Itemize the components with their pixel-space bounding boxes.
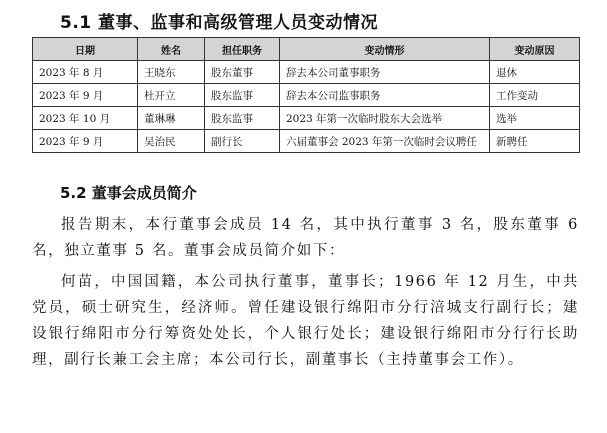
cell-change: 辞去本公司董事职务 <box>280 61 490 84</box>
cell-name: 杜开立 <box>138 84 205 107</box>
header-date: 日期 <box>33 38 138 61</box>
cell-date: 2023 年 9 月 <box>33 130 138 153</box>
cell-position: 股东董事 <box>205 61 280 84</box>
chairman-bio-paragraph: 何苗，中国国籍，本公司执行董事，董事长；1966 年 12 月生，中共党员，硕士研究生，经济师。曾任建设银行绵阳市分行涪城支行副行长；建设银行绵阳市分行筹资处处长，个人银行处长；建设银行绵阳市分行行长助理，副行长兼工会主席；本公司行长，副董事长（主持董事会工作）。 <box>32 274 579 368</box>
header-name: 姓名 <box>138 38 205 61</box>
cell-position: 股东监事 <box>205 107 280 130</box>
board-summary-paragraph: 报告期末，本行董事会成员 14 名，其中执行董事 3 名，股东董事 6 名，独立董事 5 名。董事会成员简介如下： <box>32 217 579 259</box>
cell-change: 六届董事会 2023 年第一次临时会议聘任 <box>280 130 490 153</box>
cell-name: 吴治民 <box>138 130 205 153</box>
cell-change: 2023 年第一次临时股东大会选举 <box>280 107 490 130</box>
cell-reason: 工作变动 <box>490 84 580 107</box>
cell-name: 董琳琳 <box>138 107 205 130</box>
section-5-2-title: 5.2 董事会成员简介 <box>60 184 197 202</box>
cell-position: 副行长 <box>205 130 280 153</box>
cell-reason: 选举 <box>490 107 580 130</box>
table-row <box>33 130 580 153</box>
header-change: 变动情形 <box>280 38 490 61</box>
cell-date: 2023 年 9 月 <box>33 84 138 107</box>
table-header-row <box>33 38 580 61</box>
cell-reason: 退休 <box>490 61 580 84</box>
table-row <box>33 61 580 84</box>
table-row <box>33 84 580 107</box>
cell-date: 2023 年 8 月 <box>33 61 138 84</box>
cell-position: 股东监事 <box>205 84 280 107</box>
personnel-change-table <box>32 37 580 153</box>
cell-reason: 新聘任 <box>490 130 580 153</box>
table-row <box>33 107 580 130</box>
cell-date: 2023 年 10 月 <box>33 107 138 130</box>
header-reason: 变动原因 <box>490 38 580 61</box>
cell-name: 王晓东 <box>138 61 205 84</box>
section-5-1-title: 5.1 董事、监事和高级管理人员变动情况 <box>60 13 379 33</box>
header-position: 担任职务 <box>205 38 280 61</box>
cell-change: 辞去本公司监事职务 <box>280 84 490 107</box>
